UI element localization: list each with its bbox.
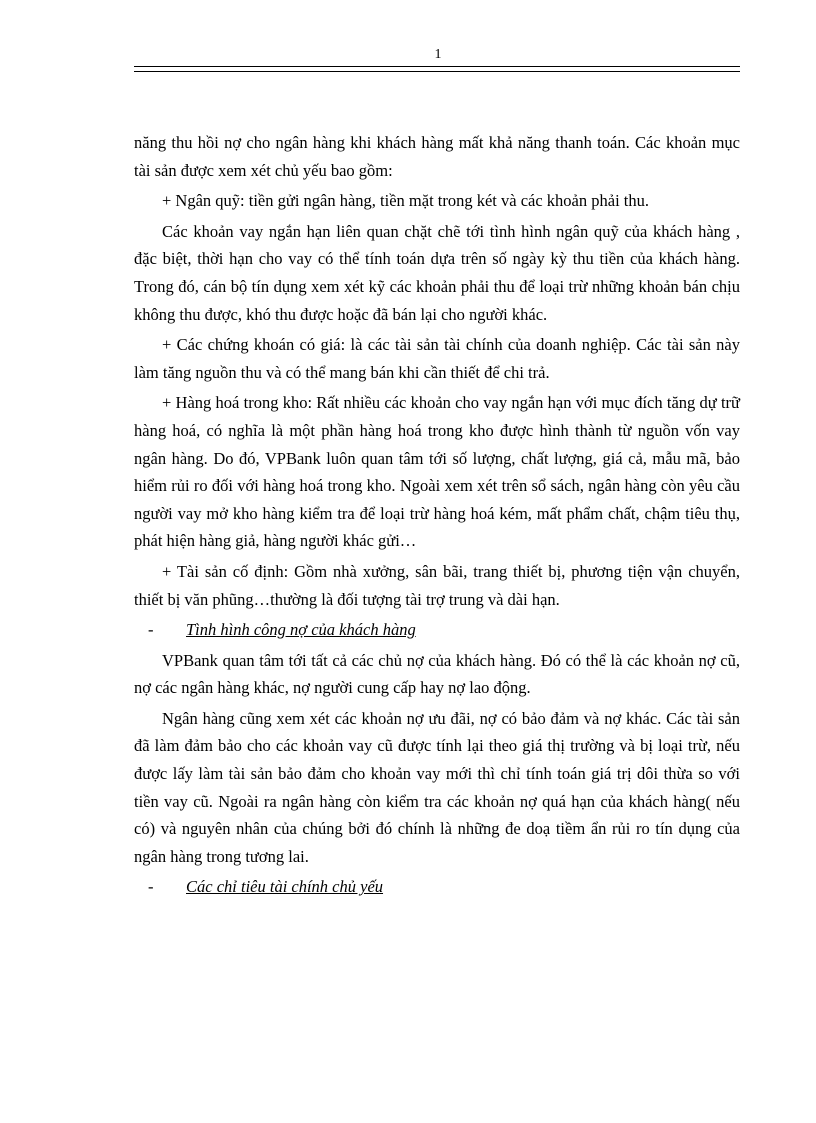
section-heading-chi-tieu — [134, 873, 740, 901]
section-heading-text: Các chỉ tiêu tài chính chủ yếu — [186, 877, 384, 897]
bullet-dash: - — [148, 620, 154, 640]
paragraph-khoan-vay-ngan-han: Các khoản vay ngắn hạn liên quan chặt chẽ tới tình hình ngân quỹ của khách hàng , đặc biệt, thời hạn cho vay có thể tính toán dựa trên số ngày kỳ thu tiền của khách hàng. Trong đó, cán bộ tín dụng xem xét kỹ các khoản phải thu để loại trừ những khoản bán chịu không thu được, khó thu được hoặc đã bán lại cho người khác. — [134, 221, 740, 324]
paragraph-chu-no: VPBank quan tâm tới tất cả các chủ nợ của khách hàng. Đó có thể là các khoản nợ cũ, nợ các ngân hàng khác, nợ người cung cấp hay nợ lao động. — [134, 650, 740, 698]
bullet-dash: - — [148, 877, 154, 897]
paragraph-chung-khoan: + Các chứng khoán có giá: là các tài sản tài chính của doanh nghiệp. Các tài sản này làm tăng nguồn thu và có thể mang bán khi cần thiết để chi trả. — [134, 335, 740, 382]
section-heading-cong-no — [134, 616, 740, 644]
paragraph-no-uu-dai: Ngân hàng cũng xem xét các khoản nợ ưu đãi, nợ có bảo đảm và nợ khác. Các tài sản đã làm đảm bảo cho các khoản vay cũ được tính lại theo giá thị trường và bị loại trừ, nếu được lấy làm tài sản bảo đảm cho khoản vay mới thì chỉ tính toán giá trị dôi thừa so với tiền vay cũ. Ngoài ra ngân hàng còn kiểm tra các khoản nợ quá hạn của khách hàng( nếu có) và nguyên nhân của chúng bởi đó chính là những đe doạ tiềm ẩn rủi ro tín dụng của ngân hàng trong tương lai. — [134, 708, 740, 866]
document-body — [134, 129, 740, 904]
paragraph-tai-san-co-dinh: + Tài sản cố định: Gồm nhà xưởng, sân bãi, trang thiết bị, phương tiện vận chuyển, thiết bị văn phũng…thường là đối tượng tài trợ trung và dài hạn. — [134, 561, 740, 609]
paragraph-ngan-quy: + Ngân quỹ: tiền gửi ngân hàng, tiền mặt trong két và các khoản phải thu. — [162, 191, 649, 211]
paragraph-hang-hoa: + Hàng hoá trong kho: Rất nhiều các khoản cho vay ngắn hạn với mục đích tăng dự trữ hàng hoá, có nghĩa là một phần hàng hoá trong kho được hình thành từ nguồn vốn vay ngân hàng. Do đó, VPBank luôn quan tâm tới số lượng, chất lượng, giá cả, mẫu mã, bảo hiểm rủi ro đối với hàng hoá trong kho. Ngoài xem xét trên sổ sách, ngân hàng còn yêu cầu người vay mở kho hàng kiểm tra để loại trừ hàng hoá kém, mất phẩm chất, chậm tiêu thụ, phát hiện hàng giả, hàng người khác gửi… — [134, 393, 740, 551]
paragraph-continuation: năng thu hồi nợ cho ngân hàng khi khách hàng mất khả năng thanh toán. Các khoản mục tài sản được xem xét chủ yếu bao gồm: — [134, 133, 740, 180]
section-heading-text: Tình hình công nợ của khách hàng — [186, 620, 416, 640]
header-double-rule — [134, 66, 740, 72]
page-number: 1 — [434, 47, 442, 62]
